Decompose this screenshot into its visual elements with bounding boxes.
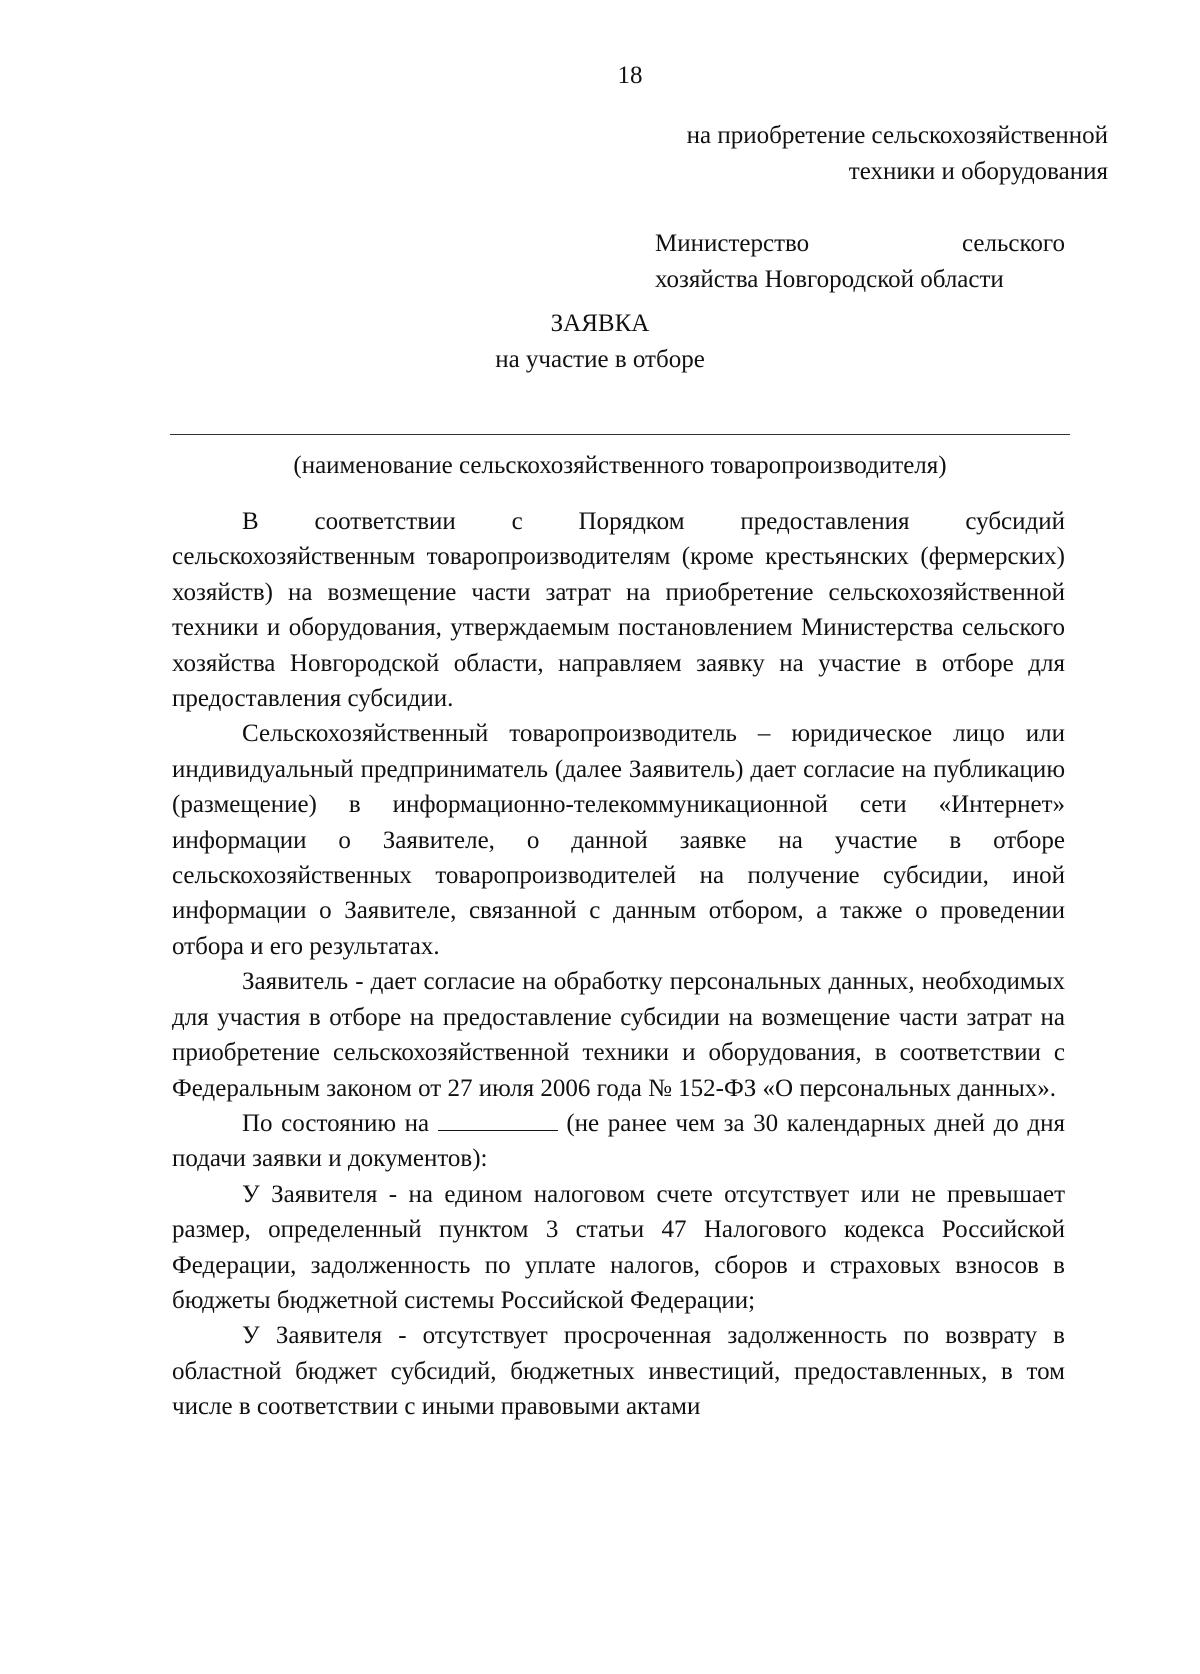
appendix-header-line-1: на приобретение сельскохозяйственной bbox=[686, 122, 1108, 149]
document-body bbox=[172, 504, 1065, 1425]
paragraph-1: В соответствии с Порядком предоставления субсидий сельскохозяйственным товаропроизводителям (кроме крестьянских (фермерских) хозяйств) на возмещение части затрат на приобретение сельскохозяйственной техники и оборудования, утверждаемым постановлением Министерства сельского хозяйства Новгородской области, направляем заявку на участие в отборе для предоставления субсидии. bbox=[172, 508, 1065, 713]
document-subtitle: на участие в отборе bbox=[495, 346, 705, 373]
paragraph-4 bbox=[172, 1106, 1065, 1177]
paragraph-4-end: (не ранее чем за 30 календарных дней до дня подачи заявки и документов): bbox=[172, 1109, 1065, 1173]
page-number: 18 bbox=[617, 62, 643, 89]
paragraph-3: Заявитель - дает согласие на обработку персональных данных, необходимых для участия в отборе на предоставление субсидии на возмещение части затрат на приобретение сельскохозяйственной техники и оборудования, в соответствии с Федеральным законом от 27 июля 2006 года № 152-ФЗ «О персональных данных». bbox=[172, 968, 1065, 1102]
document-title: ЗАЯВКА bbox=[550, 310, 650, 337]
addressee-word-agricultural: сельского bbox=[962, 230, 1065, 257]
addressee-line-1 bbox=[655, 226, 1065, 262]
date-blank-line bbox=[438, 1110, 558, 1131]
paragraph-2: Сельскохозяйственный товаропроизводитель – юридическое лицо или индивидуальный предприниматель (далее Заявитель) дает согласие на публикацию (размещение) в информационно-телекоммуникационной сети «Интернет» информации о Заявителе, о данной заявке на участие в отборе сельскохозяйственных товаропроизводителей на получение субсидии, иной информации о Заявителе, связанной с данным отбором, а также о проведении отбора и его результатах. bbox=[172, 720, 1065, 960]
paragraph-4-start: По состоянию на bbox=[242, 1109, 430, 1137]
paragraph-5: У Заявителя - на едином налоговом счете отсутствует или не превышает размер, определенный пунктом 3 статьи 47 Налогового кодекса Российской Федерации, задолженность по уплате налогов, сборов и страховых взносов в бюджеты бюджетной системы Российской Федерации; bbox=[172, 1180, 1065, 1314]
appendix-header bbox=[588, 118, 1108, 190]
addressee-word-ministry: Министерство bbox=[655, 230, 810, 257]
addressee-block bbox=[655, 226, 1065, 298]
applicant-name-caption: (наименование сельскохозяйственного товаропроизводителя) bbox=[293, 452, 947, 479]
addressee-line-2: хозяйства Новгородской области bbox=[655, 266, 1004, 293]
appendix-header-line-2: техники и оборудования bbox=[848, 158, 1108, 185]
paragraph-6: У Заявителя - отсутствует просроченная задолженность по возврату в областной бюджет субсидий, бюджетных инвестиций, предоставленных, в том числе в соответствии с иными правовыми актами bbox=[172, 1322, 1065, 1421]
document-title-block bbox=[300, 306, 900, 378]
applicant-name-line bbox=[170, 434, 1070, 435]
